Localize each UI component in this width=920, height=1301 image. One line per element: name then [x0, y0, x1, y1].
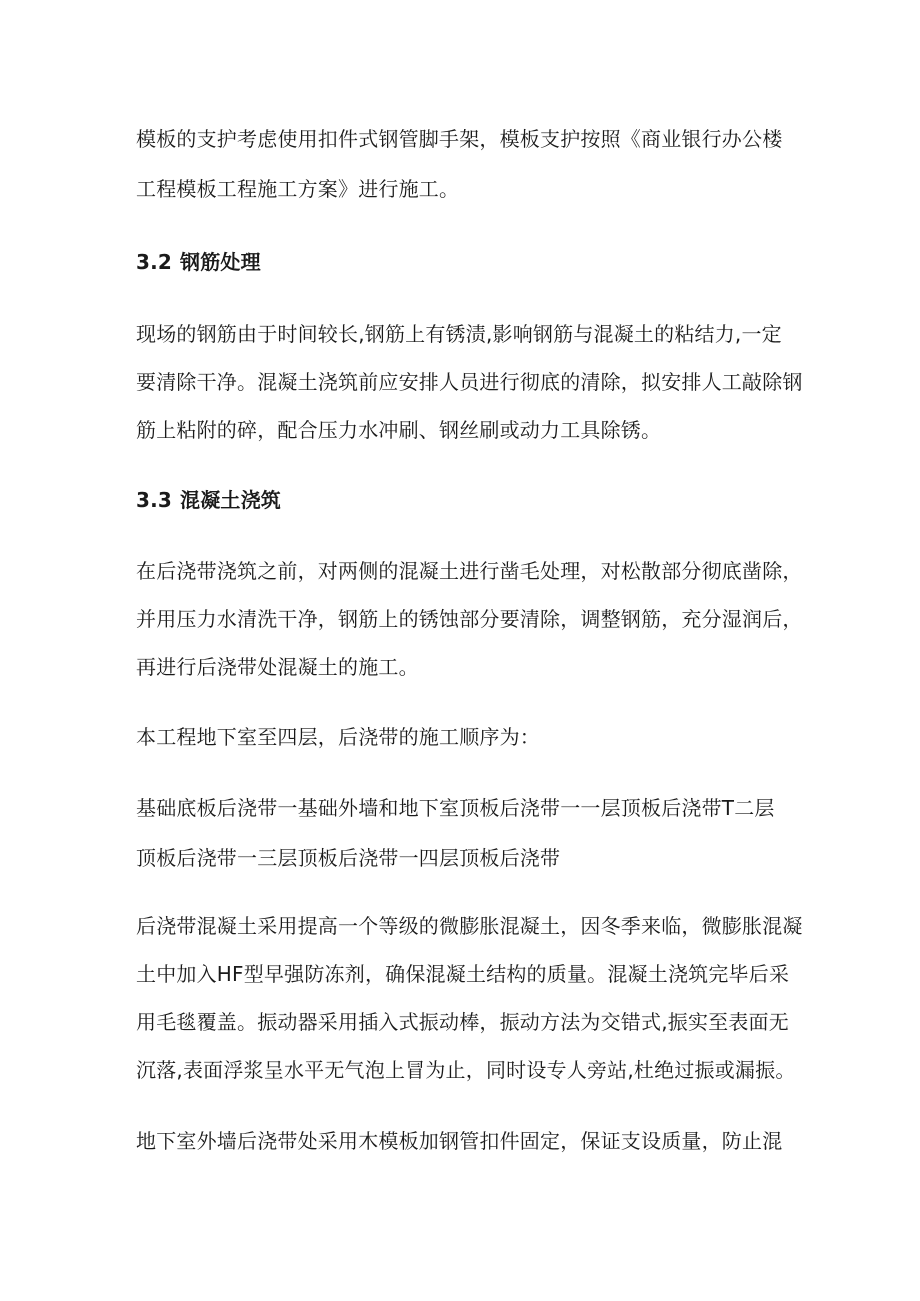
paragraph-line: 要清除干净。混凝土浇筑前应安排人员进行彻底的清除，拟安排人工敲除钢 — [136, 370, 803, 394]
paragraph-line: 地下室外墙后浇带处采用木模板加钢管扣件固定，保证支设质量，防止混 — [136, 1129, 783, 1153]
paragraph-line: 模板的支护考虑使用扣件式钢管脚手架，模板支护按照《商业银行办公楼 — [136, 127, 783, 151]
paragraph-line: 并用压力水清洗干净，钢筋上的锈蚀部分要清除，调整钢筋，充分湿润后， — [136, 607, 803, 631]
section-number: 3.2 — [136, 250, 173, 274]
paragraph-line: 工程模板工程施工方案》进行施工。 — [136, 177, 460, 201]
section-title: 混凝土浇筑 — [180, 488, 281, 512]
section-number: 3.3 — [136, 488, 173, 512]
paragraph-line: 本工程地下室至四层，后浇带的施工顺序为： — [136, 725, 540, 749]
paragraph-line: 沉落,表面浮浆呈水平无气泡上冒为止，同时设专人旁站,杜绝过振或漏振。 — [136, 1058, 796, 1082]
paragraph-line: 后浇带混凝土采用提高一个等级的微膨胀混凝土，因冬季来临，微膨胀混凝 — [136, 914, 803, 938]
section-title: 钢筋处理 — [180, 250, 261, 274]
paragraph-line: 筋上粘附的碎，配合压力水冲刷、钢丝刷或动力工具除锈。 — [136, 418, 662, 442]
paragraph-line: 在后浇带浇筑之前，对两侧的混凝土进行凿毛处理，对松散部分彻底凿除， — [136, 559, 803, 583]
paragraph-line: 顶板后浇带一三层顶板后浇带一四层顶板后浇带 — [136, 846, 561, 870]
paragraph-line: 再进行后浇带处混凝土的施工。 — [136, 655, 419, 679]
section-heading-3-2 — [136, 250, 261, 274]
section-heading-3-3 — [136, 488, 281, 512]
paragraph-line: 用毛毯覆盖。振动器采用插入式振动棒，振动方法为交错式,振实至表面无 — [136, 1010, 789, 1034]
paragraph-line: 现场的钢筋由于时间较长,钢筋上有锈渍,影响钢筋与混凝土的粘结力,一定 — [136, 322, 782, 346]
paragraph-line: 土中加入HF型早强防冻剂，确保混凝土结构的质量。混凝土浇筑完毕后采 — [136, 962, 790, 986]
paragraph-line: 基础底板后浇带一基础外墙和地下室顶板后浇带一一层顶板后浇带T二层 — [136, 796, 775, 820]
